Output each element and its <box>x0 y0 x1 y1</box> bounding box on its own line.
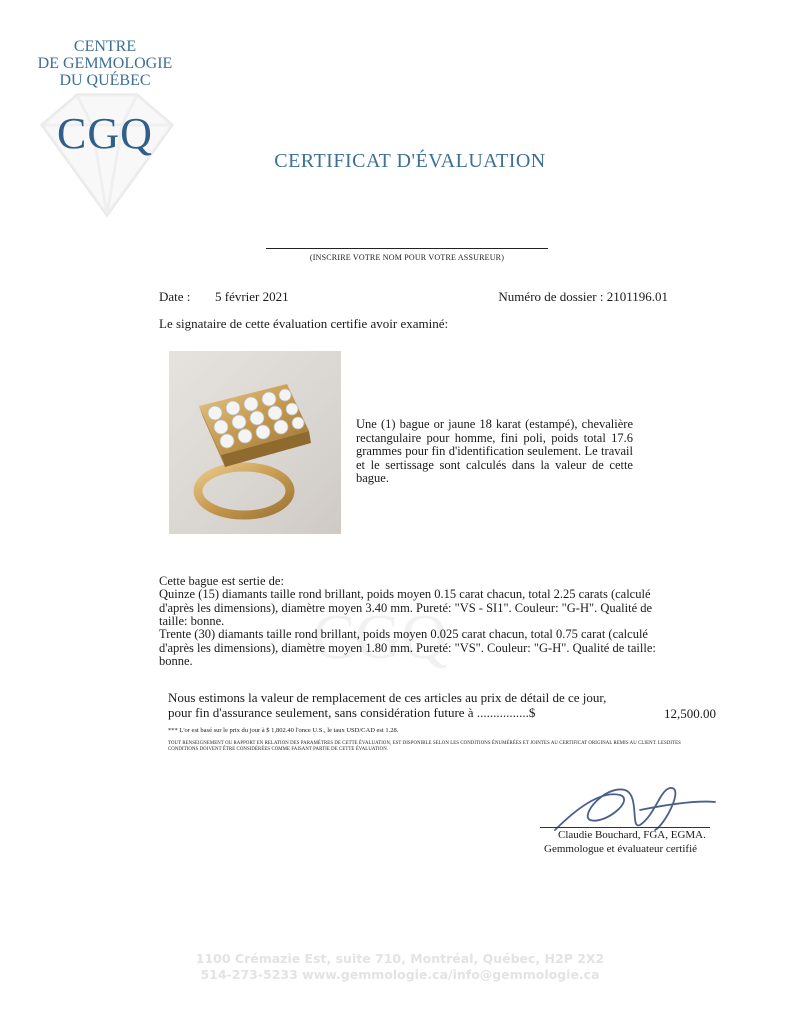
date-value: 5 février 2021 <box>215 289 289 304</box>
name-line <box>266 248 548 249</box>
signatory-title: Gemmologue et évaluateur certifié <box>544 843 698 855</box>
certificate-title: CERTIFICAT D'ÉVALUATION <box>274 150 546 172</box>
logo-line-2: DE GEMMOLOGIE <box>37 55 173 72</box>
estimate-amount: 12,500.00 <box>664 706 716 721</box>
intro-text: Le signataire de cette évaluation certifie avoir examiné: <box>159 316 449 331</box>
date-label: Date : <box>159 289 191 304</box>
stone-description-2: Trente (30) diamants taille rond brillant, poids moyen 0.025 carat chacun, total 0.75 carat (calculé d'après les dimensions), diamètre moyen 1.80 mm. Pureté: "VS". Couleur: "G-H". Qualité de taille: bonne. <box>159 627 656 668</box>
estimate-text: Nous estimons la valeur de remplacement de ces articles au prix de détail de ce jour, pour fin d'assurance seulement, sans considération future à ................$ <box>168 690 607 720</box>
ring-photo <box>169 351 341 534</box>
dossier-number: Numéro de dossier : 2101196.01 <box>498 289 668 304</box>
signature-line <box>540 827 710 828</box>
date-row <box>159 289 289 305</box>
ring-illustration <box>169 351 341 534</box>
footer-address: 1100 Crémazie Est, suite 710, Montréal, Québec, H2P 2X2 <box>195 951 605 966</box>
legal-footnote: TOUT RENSEIGNEMENT OU RAPPORT EN RELATION DES PARAMÈTRES DE CETTE ÉVALUATION, EST DISPONIBLE SELON LES CONDITIONS ÉNUMÉRÉES ET JOINTES AU CERTIFICAT ORIGINAL REMIS AU CLIENT. LESDITES CONDITIONS DOIVENT ÊTRE CONSIDÉRÉES COMME FAISANT PARTIE DE CETTE ÉVALUATION. <box>168 741 681 752</box>
name-caption: (INSCRIRE VOTRE NOM POUR VOTRE ASSUREUR) <box>309 253 505 262</box>
logo-line-1: CENTRE <box>73 38 137 55</box>
footer-contact: 514-273-5233 www.gemmologie.ca/info@gemmologie.ca <box>200 967 600 982</box>
signatory-name: Claudie Bouchard, FGA, EGMA. <box>558 829 706 841</box>
logo-initials: CGQ <box>57 109 153 158</box>
watermark: CGQ <box>312 601 448 672</box>
stone-description-1: Quinze (15) diamants taille rond brillant, poids moyen 0.15 carat chacun, total 2.25 carats (calculé d'après les dimensions), diamètre moyen 3.40 mm. Pureté: "VS - SI1". Couleur: "G-H". Qualité de taille: bonne. <box>159 587 653 628</box>
gold-footnote: *** L'or est basé sur le prix du jour à $ 1,802.40 l'once U.S., le taux USD/CAD est 1.28. <box>168 727 399 734</box>
logo-line-3: DU QUÉBEC <box>59 72 151 89</box>
set-intro: Cette bague est sertie de: <box>159 574 284 588</box>
item-description: Une (1) bague or jaune 18 karat (estampé), chevalière rectangulaire pour homme, fini poli, poids total 17.6 grammes pour fin d'identification seulement. Le travail et le sertissage sont calculés dans la valeur de cette bague. <box>356 417 633 485</box>
